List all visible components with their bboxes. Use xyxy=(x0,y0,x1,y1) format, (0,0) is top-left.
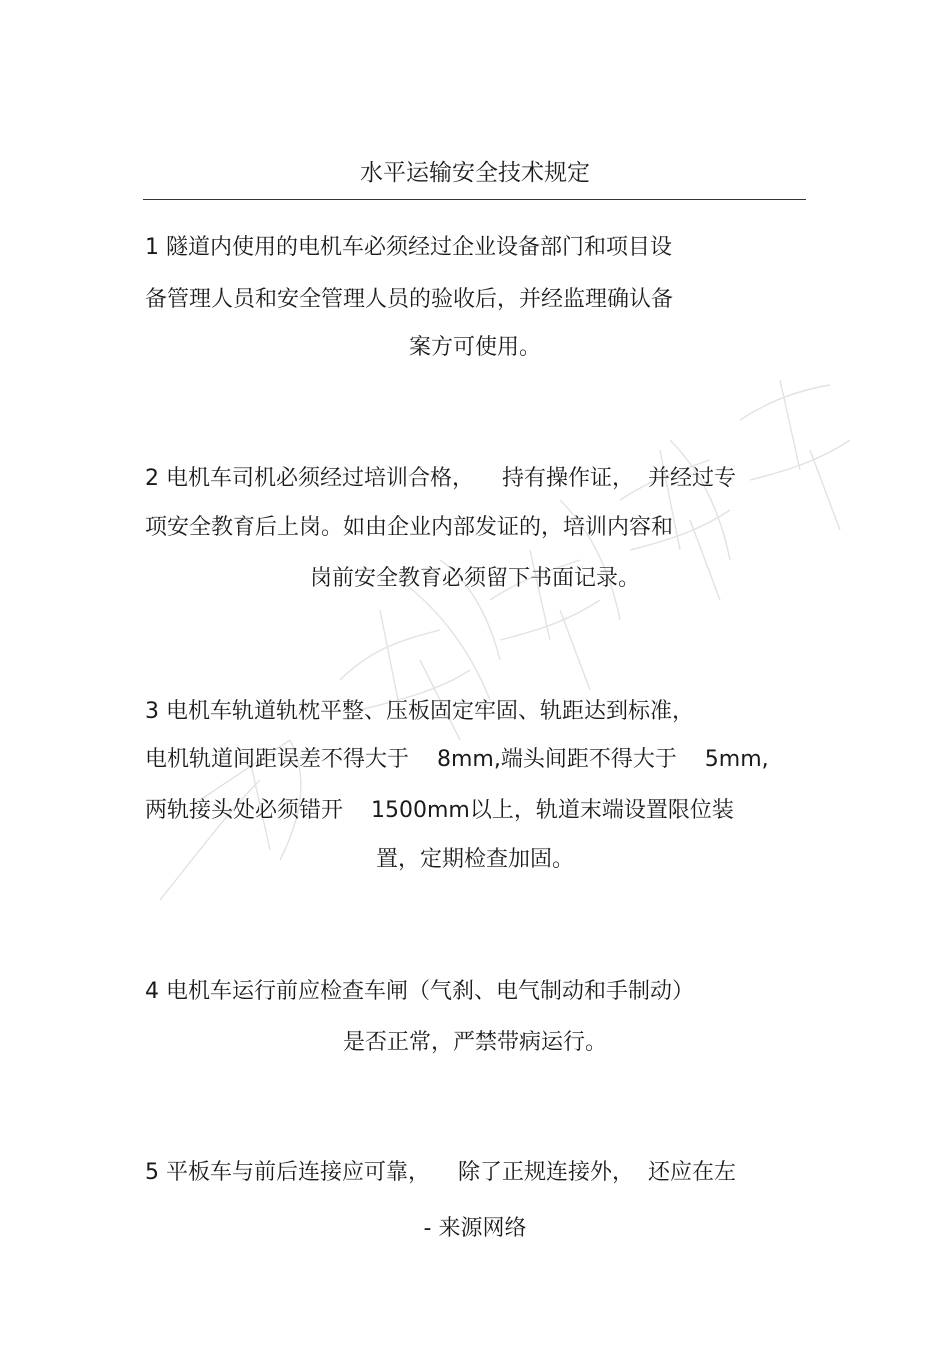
item-1-line-2: 备管理人员和安全管理人员的验收后，并经监理确认备 xyxy=(145,287,674,312)
item-3-line-1: 3 电机车轨道轨枕平整、压板固定牢固、轨距达到标准， xyxy=(145,699,694,724)
item-5-line-1: 5 平板车与前后连接应可靠， 除了正规连接外， 还应在左 xyxy=(145,1160,736,1185)
item-1-line-3: 案方可使用。 xyxy=(408,335,541,360)
item-2-line-3: 岗前安全教育必须留下书面记录。 xyxy=(309,566,640,591)
item-3-line-3: 两轨接头处必须错开 1500mm以上，轨道末端设置限位装 xyxy=(145,798,734,823)
item-4-line-1: 4 电机车运行前应检查车闸（气刹、电气制动和手制动） xyxy=(145,979,694,1004)
title-divider xyxy=(143,199,806,200)
item-1-line-1: 1 隧道内使用的电机车必须经过企业设备部门和项目设 xyxy=(145,235,672,260)
document-title: 水平运输安全技术规定 xyxy=(360,160,590,186)
item-3-line-4: 置，定期检查加固。 xyxy=(375,847,574,872)
item-4-line-2: 是否正常，严禁带病运行。 xyxy=(342,1030,607,1055)
item-3-line-2: 电机轨道间距误差不得大于 8mm,端头间距不得大于 5mm, xyxy=(145,747,769,772)
item-2-line-1: 2 电机车司机必须经过培训合格， 持有操作证， 并经过专 xyxy=(145,466,736,491)
page-footer: - 来源网络 xyxy=(423,1216,527,1241)
item-2-line-2: 项安全教育后上岗。如由企业内部发证的，培训内容和 xyxy=(145,515,674,540)
